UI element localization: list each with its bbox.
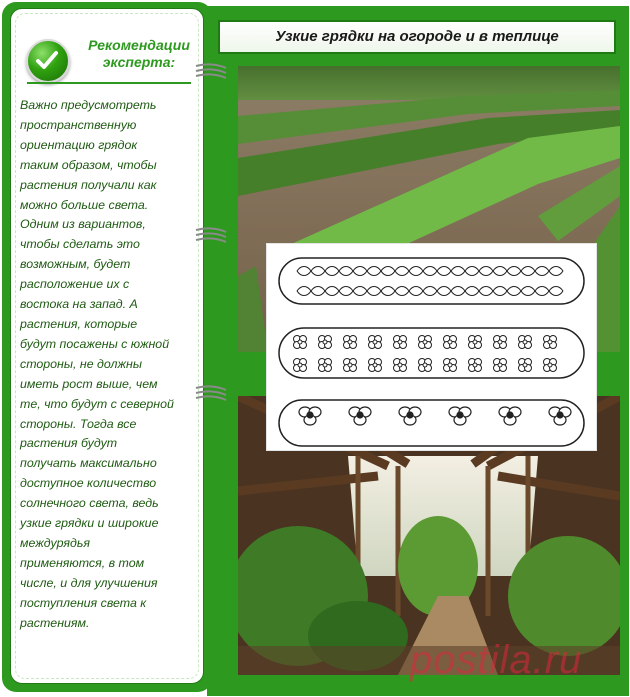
expert-text-line: таким образом, чтобы [20, 157, 157, 172]
title-divider [27, 82, 191, 84]
expert-text-line: чтобы сделать это [20, 237, 140, 252]
expert-text-line: солнечного света, ведь [20, 496, 159, 511]
expert-text-line: Важно предусмотреть [20, 98, 157, 112]
expert-text-line: растениям. [20, 615, 90, 630]
expert-text-line: доступное количество [20, 476, 157, 491]
expert-text-line: растения, которые [20, 316, 138, 331]
expert-text-line: получать максимально [20, 456, 157, 471]
binder-ring-icon [194, 226, 230, 244]
narrow-bed-large-plants [279, 400, 584, 446]
expert-text-line: Одним из вариантов, [20, 217, 146, 232]
expert-text-line: поступления света к [20, 595, 147, 610]
expert-text-line: пространственную [20, 117, 137, 132]
binder-ring-icon [194, 384, 230, 402]
expert-text-line: расположение их с [20, 277, 130, 292]
expert-text-line: применяются, в том [20, 555, 145, 570]
header-box [218, 20, 616, 54]
narrow-bed-flowers [279, 328, 584, 378]
expert-text-line: иметь рост выше, чем [20, 376, 158, 391]
expert-text-line: можно больше света. [20, 197, 149, 212]
watermark: postila.ru [410, 638, 583, 682]
expert-text-line: ориентацию грядок [20, 137, 138, 152]
binder-ring-icon [194, 62, 230, 80]
expert-text-line: растения будут [20, 436, 118, 451]
expert-text-line: междурядья [20, 535, 91, 550]
checkmark-icon [26, 39, 70, 83]
expert-text-line: востока на запад. А [20, 297, 138, 312]
beds-diagram [267, 244, 596, 450]
narrow-bed-leafy [279, 258, 584, 304]
expert-card [2, 2, 212, 692]
expert-text-line: будут посажены с южной [20, 336, 170, 351]
expert-text [20, 96, 188, 633]
expert-text-line: числе, и для улучшения [20, 575, 158, 590]
expert-text-line: узкие грядки и широкие [20, 516, 159, 531]
expert-text-line: те, что будут с северной [20, 396, 174, 411]
expert-title-line1: Рекомендации [88, 37, 190, 53]
expert-text-line: стороны. Тогда все [20, 416, 137, 431]
page-title: Узкие грядки на огороде и в теплице [275, 28, 559, 45]
expert-text-line: возможным, будет [20, 257, 131, 272]
expert-text-line: стороны, не должны [20, 356, 142, 371]
expert-title [69, 37, 209, 71]
expert-title-line2: эксперта: [102, 54, 176, 70]
expert-text-line: растения получали как [20, 177, 157, 192]
